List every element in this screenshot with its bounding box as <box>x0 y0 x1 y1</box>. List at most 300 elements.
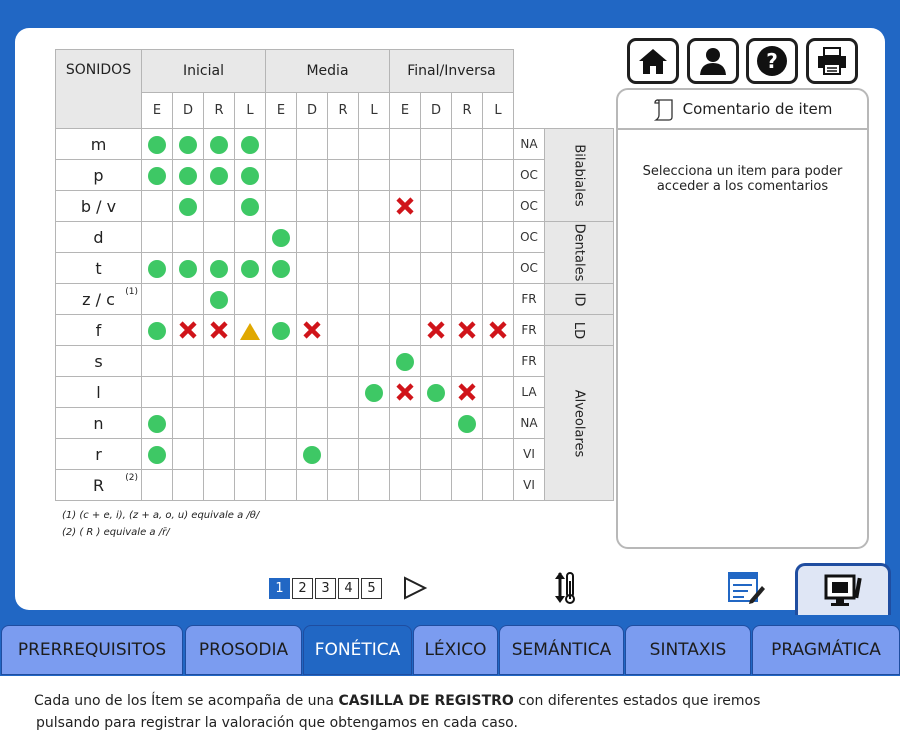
register-cell[interactable] <box>421 470 452 501</box>
register-cell[interactable] <box>297 315 328 346</box>
subcolumn-header: E <box>390 92 421 128</box>
section-tabs <box>0 625 900 676</box>
subcolumn-header: R <box>452 92 483 128</box>
sound-label <box>56 160 142 191</box>
user-button[interactable] <box>687 38 739 84</box>
help-button[interactable] <box>746 38 798 84</box>
register-cell[interactable] <box>173 284 204 315</box>
subcolumn-header: E <box>142 92 173 128</box>
register-cell[interactable] <box>390 408 421 439</box>
sound-text: m <box>90 134 107 154</box>
correct-dot-icon <box>241 260 259 278</box>
register-cell[interactable] <box>328 408 359 439</box>
correct-dot-icon <box>179 260 197 278</box>
sound-label <box>56 284 142 315</box>
correct-dot-icon <box>303 446 321 464</box>
register-cell[interactable] <box>173 439 204 470</box>
comment-placeholder: Selecciona un item para poder acceder a los comentarios <box>642 164 843 194</box>
footnote-2: (2) ( R ) equivale a /r̄/ <box>62 527 170 538</box>
register-cell[interactable] <box>173 253 204 284</box>
register-cell[interactable] <box>173 160 204 191</box>
register-cell[interactable] <box>235 222 266 253</box>
grid-row <box>56 470 614 501</box>
register-cell[interactable] <box>483 470 514 501</box>
articulation-place-label: LD <box>571 321 587 339</box>
register-cell[interactable] <box>297 284 328 315</box>
comment-panel <box>616 88 869 549</box>
svg-text:?: ? <box>766 49 778 73</box>
register-cell[interactable] <box>390 284 421 315</box>
monitor-icon <box>823 574 863 608</box>
correct-dot-icon <box>148 415 166 433</box>
register-cell[interactable] <box>173 315 204 346</box>
sound-text: R <box>92 475 105 495</box>
register-cell[interactable] <box>483 346 514 377</box>
grid-row <box>56 377 614 408</box>
correct-dot-icon <box>148 446 166 464</box>
articulation-mode: OC <box>514 160 545 191</box>
error-x-icon <box>457 382 477 402</box>
correct-dot-icon <box>241 136 259 154</box>
articulation-place-label: Dentales <box>571 223 587 282</box>
register-cell[interactable] <box>359 346 390 377</box>
tab-lexico[interactable]: LÉXICO <box>413 625 498 675</box>
correct-dot-icon <box>210 260 228 278</box>
print-icon <box>816 46 848 76</box>
register-cell[interactable] <box>235 253 266 284</box>
register-cell[interactable] <box>452 253 483 284</box>
register-cell[interactable] <box>390 222 421 253</box>
warning-triangle-icon <box>240 323 260 340</box>
tab-prosodia[interactable]: PROSODIA <box>185 625 302 675</box>
register-cell[interactable] <box>452 377 483 408</box>
tab-sintaxis[interactable]: SINTAXIS <box>625 625 751 675</box>
register-cell[interactable] <box>142 408 173 439</box>
register-cell[interactable] <box>359 470 390 501</box>
register-cell[interactable] <box>452 222 483 253</box>
register-cell[interactable] <box>173 470 204 501</box>
sound-label <box>56 222 142 253</box>
articulation-mode: OC <box>514 222 545 253</box>
correct-dot-icon <box>210 136 228 154</box>
register-cell[interactable] <box>173 346 204 377</box>
register-cell[interactable] <box>297 408 328 439</box>
register-cell[interactable] <box>328 222 359 253</box>
tab-fonetica[interactable]: FONÉTICA <box>303 625 412 675</box>
register-cell[interactable] <box>390 253 421 284</box>
register-cell[interactable] <box>204 160 235 191</box>
register-cell[interactable] <box>483 191 514 222</box>
correct-dot-icon <box>148 322 166 340</box>
register-cell[interactable] <box>359 408 390 439</box>
register-cell[interactable] <box>452 191 483 222</box>
register-cell[interactable] <box>421 129 452 160</box>
register-cell[interactable] <box>266 253 297 284</box>
register-cell[interactable] <box>204 346 235 377</box>
correct-dot-icon <box>241 198 259 216</box>
next-page-icon[interactable] <box>402 576 428 600</box>
sound-footnote-ref: (1) <box>125 287 138 297</box>
register-cell[interactable] <box>204 377 235 408</box>
grid-row <box>56 160 614 191</box>
error-x-icon <box>302 320 322 340</box>
register-cell[interactable] <box>266 470 297 501</box>
articulation-place-label: Alveolares <box>571 389 587 457</box>
articulation-mode: NA <box>514 129 545 160</box>
register-cell[interactable] <box>235 284 266 315</box>
register-cell[interactable] <box>297 470 328 501</box>
register-cell[interactable] <box>204 470 235 501</box>
error-x-icon <box>488 320 508 340</box>
sound-label <box>56 346 142 377</box>
header-blank-cell <box>514 50 614 129</box>
register-cell[interactable] <box>452 129 483 160</box>
register-cell[interactable] <box>204 129 235 160</box>
sound-label <box>56 315 142 346</box>
scroll-icon <box>653 97 675 121</box>
correct-dot-icon <box>210 291 228 309</box>
register-cell[interactable] <box>483 439 514 470</box>
error-x-icon <box>426 320 446 340</box>
correct-dot-icon <box>427 384 445 402</box>
articulation-place <box>545 315 614 346</box>
correct-dot-icon <box>148 260 166 278</box>
sound-text: p <box>93 165 104 185</box>
register-cell[interactable] <box>359 222 390 253</box>
grid-row <box>56 439 614 470</box>
register-cell[interactable] <box>421 377 452 408</box>
register-cell[interactable] <box>483 377 514 408</box>
monitor-tab[interactable] <box>795 563 891 615</box>
grid-row <box>56 315 614 346</box>
grid-header-row <box>56 50 614 93</box>
register-cell[interactable] <box>173 129 204 160</box>
register-cell[interactable] <box>142 129 173 160</box>
sound-text: f <box>95 320 102 340</box>
page-1-button[interactable]: 1 <box>269 578 290 599</box>
sound-text: d <box>93 227 104 247</box>
home-icon <box>638 47 668 75</box>
sound-label <box>56 191 142 222</box>
register-cell[interactable] <box>390 377 421 408</box>
comment-title: Comentario de item <box>682 100 833 118</box>
register-cell[interactable] <box>452 408 483 439</box>
tab-pragmatica[interactable]: PRAGMÁTICA <box>752 625 900 675</box>
register-cell[interactable] <box>297 191 328 222</box>
register-cell[interactable] <box>421 315 452 346</box>
correct-dot-icon <box>365 384 383 402</box>
error-x-icon <box>457 320 477 340</box>
caption-part-2: con diferentes estados que iremos <box>513 693 761 709</box>
phonetics-grid <box>55 49 614 501</box>
comment-header <box>618 90 867 130</box>
page-4-button[interactable]: 4 <box>338 578 359 599</box>
caption <box>34 690 760 734</box>
sound-label <box>56 439 142 470</box>
subcolumn-header: D <box>297 92 328 128</box>
register-cell[interactable] <box>142 253 173 284</box>
sound-text: l <box>96 382 101 402</box>
grid-row <box>56 284 614 315</box>
articulation-mode: FR <box>514 284 545 315</box>
register-cell[interactable] <box>204 284 235 315</box>
home-button[interactable] <box>627 38 679 84</box>
sound-label <box>56 377 142 408</box>
register-cell[interactable] <box>297 346 328 377</box>
tab-prerrequisitos[interactable]: PRERREQUISITOS <box>1 625 183 675</box>
articulation-mode: VI <box>514 470 545 501</box>
grid-row <box>56 346 614 377</box>
page-3-button[interactable]: 3 <box>315 578 336 599</box>
register-cell[interactable] <box>266 160 297 191</box>
print-button[interactable] <box>806 38 858 84</box>
error-x-icon <box>209 320 229 340</box>
register-cell[interactable] <box>142 470 173 501</box>
register-cell[interactable] <box>204 253 235 284</box>
sound-label <box>56 129 142 160</box>
register-cell[interactable] <box>328 439 359 470</box>
tab-semantica[interactable]: SEMÁNTICA <box>499 625 624 675</box>
register-cell[interactable] <box>235 408 266 439</box>
error-x-icon <box>395 196 415 216</box>
subcolumn-header: E <box>266 92 297 128</box>
register-cell[interactable] <box>297 439 328 470</box>
error-x-icon <box>395 382 415 402</box>
correct-dot-icon <box>272 322 290 340</box>
register-cell[interactable] <box>204 408 235 439</box>
register-cell[interactable] <box>421 160 452 191</box>
grid-row <box>56 191 614 222</box>
correct-dot-icon <box>179 167 197 185</box>
register-cell[interactable] <box>452 439 483 470</box>
correct-dot-icon <box>210 167 228 185</box>
register-cell[interactable] <box>142 284 173 315</box>
articulation-mode: VI <box>514 439 545 470</box>
register-cell[interactable] <box>359 253 390 284</box>
articulation-mode: NA <box>514 408 545 439</box>
articulation-mode: FR <box>514 346 545 377</box>
register-cell[interactable] <box>328 377 359 408</box>
register-cell[interactable] <box>235 315 266 346</box>
grid-row <box>56 129 614 160</box>
page-5-button[interactable]: 5 <box>361 578 382 599</box>
register-cell[interactable] <box>421 439 452 470</box>
register-cell[interactable] <box>266 129 297 160</box>
register-cell[interactable] <box>328 315 359 346</box>
register-cell[interactable] <box>390 129 421 160</box>
error-x-icon <box>178 320 198 340</box>
register-cell[interactable] <box>328 129 359 160</box>
register-cell[interactable] <box>328 253 359 284</box>
register-cell[interactable] <box>297 253 328 284</box>
register-cell[interactable] <box>142 315 173 346</box>
position-header-1: Inicial <box>142 50 266 93</box>
register-cell[interactable] <box>359 129 390 160</box>
register-cell[interactable] <box>235 439 266 470</box>
correct-dot-icon <box>458 415 476 433</box>
register-cell[interactable] <box>328 191 359 222</box>
register-cell[interactable] <box>266 315 297 346</box>
register-cell[interactable] <box>359 191 390 222</box>
articulation-mode: OC <box>514 253 545 284</box>
pagination <box>269 576 428 600</box>
register-cell[interactable] <box>297 377 328 408</box>
register-cell[interactable] <box>266 222 297 253</box>
register-cell[interactable] <box>204 191 235 222</box>
register-cell[interactable] <box>421 253 452 284</box>
correct-dot-icon <box>396 353 414 371</box>
register-cell[interactable] <box>204 315 235 346</box>
position-header-2: Media <box>266 50 390 93</box>
subcolumn-header: D <box>173 92 204 128</box>
register-cell[interactable] <box>390 346 421 377</box>
register-cell[interactable] <box>173 408 204 439</box>
register-cell[interactable] <box>235 346 266 377</box>
subcolumn-header: R <box>328 92 359 128</box>
register-cell[interactable] <box>235 160 266 191</box>
register-cell[interactable] <box>421 346 452 377</box>
register-cell[interactable] <box>483 253 514 284</box>
articulation-place <box>545 284 614 315</box>
caption-line-1 <box>34 690 760 712</box>
correct-dot-icon <box>272 260 290 278</box>
sort-thermometer-icon[interactable] <box>554 571 578 605</box>
correct-dot-icon <box>179 198 197 216</box>
caption-line-2: pulsando para registrar la valoración que obtengamos en cada caso. <box>36 715 518 731</box>
register-cell[interactable] <box>390 470 421 501</box>
register-cell[interactable] <box>483 129 514 160</box>
register-cell[interactable] <box>359 160 390 191</box>
register-cell[interactable] <box>359 284 390 315</box>
register-cell[interactable] <box>235 129 266 160</box>
register-cell[interactable] <box>390 315 421 346</box>
register-cell[interactable] <box>266 346 297 377</box>
register-cell[interactable] <box>142 377 173 408</box>
register-cell[interactable] <box>266 439 297 470</box>
register-cell[interactable] <box>483 222 514 253</box>
register-cell[interactable] <box>328 160 359 191</box>
register-cell[interactable] <box>421 191 452 222</box>
register-cell[interactable] <box>359 377 390 408</box>
grid-row <box>56 253 614 284</box>
register-cell[interactable] <box>390 439 421 470</box>
subcolumn-header: L <box>483 92 514 128</box>
register-cell[interactable] <box>483 160 514 191</box>
caption-part-1: Cada uno de los Ítem se acompaña de una <box>34 693 339 709</box>
correct-dot-icon <box>148 167 166 185</box>
register-cell[interactable] <box>421 222 452 253</box>
articulation-place-label: Bilabiales <box>571 143 587 207</box>
register-cell[interactable] <box>483 315 514 346</box>
register-cell[interactable] <box>483 284 514 315</box>
register-cell[interactable] <box>483 408 514 439</box>
register-cell[interactable] <box>173 191 204 222</box>
user-icon <box>698 46 728 76</box>
edit-form-icon[interactable] <box>728 572 766 604</box>
help-icon <box>756 45 788 77</box>
register-cell[interactable] <box>235 191 266 222</box>
register-cell[interactable] <box>142 346 173 377</box>
page-2-button[interactable]: 2 <box>292 578 313 599</box>
sound-text: s <box>94 351 103 371</box>
articulation-place <box>545 129 614 222</box>
register-cell[interactable] <box>142 439 173 470</box>
correct-dot-icon <box>179 136 197 154</box>
register-cell[interactable] <box>452 315 483 346</box>
sound-text: n <box>93 413 104 433</box>
articulation-mode: LA <box>514 377 545 408</box>
register-cell[interactable] <box>266 191 297 222</box>
register-cell[interactable] <box>235 470 266 501</box>
register-cell[interactable] <box>297 222 328 253</box>
register-cell[interactable] <box>142 191 173 222</box>
register-cell[interactable] <box>204 439 235 470</box>
register-cell[interactable] <box>297 129 328 160</box>
register-cell[interactable] <box>359 439 390 470</box>
sound-footnote-ref: (2) <box>125 473 138 483</box>
register-cell[interactable] <box>421 408 452 439</box>
correct-dot-icon <box>272 229 290 247</box>
subcolumn-header: L <box>359 92 390 128</box>
register-cell[interactable] <box>297 160 328 191</box>
sound-text: z / c <box>82 289 115 309</box>
articulation-mode: FR <box>514 315 545 346</box>
register-cell[interactable] <box>266 408 297 439</box>
articulation-place-label: ID <box>571 292 587 306</box>
subcolumn-header: L <box>235 92 266 128</box>
register-cell[interactable] <box>266 284 297 315</box>
articulation-place <box>545 346 614 501</box>
position-header-3: Final/Inversa <box>390 50 514 93</box>
sound-text: b / v <box>80 196 117 216</box>
register-cell[interactable] <box>142 160 173 191</box>
register-cell[interactable] <box>452 160 483 191</box>
grid-row <box>56 408 614 439</box>
register-cell[interactable] <box>328 284 359 315</box>
correct-dot-icon <box>148 136 166 154</box>
sound-label <box>56 470 142 501</box>
register-cell[interactable] <box>421 284 452 315</box>
footnote-1: (1) (c + e, i), (z + a, o, u) equivale a /θ/ <box>62 510 260 521</box>
register-cell[interactable] <box>390 191 421 222</box>
grid-row <box>56 222 614 253</box>
sound-label <box>56 253 142 284</box>
correct-dot-icon <box>241 167 259 185</box>
register-cell[interactable] <box>266 377 297 408</box>
articulation-mode: OC <box>514 191 545 222</box>
register-cell[interactable] <box>359 315 390 346</box>
register-cell[interactable] <box>390 160 421 191</box>
register-cell[interactable] <box>173 222 204 253</box>
subcolumn-header: R <box>204 92 235 128</box>
register-cell[interactable] <box>204 222 235 253</box>
register-cell[interactable] <box>452 284 483 315</box>
register-cell[interactable] <box>328 470 359 501</box>
sonidos-header: SONIDOS <box>56 50 142 129</box>
register-cell[interactable] <box>173 377 204 408</box>
register-cell[interactable] <box>142 222 173 253</box>
articulation-place <box>545 222 614 284</box>
register-cell[interactable] <box>328 346 359 377</box>
sound-label <box>56 408 142 439</box>
register-cell[interactable] <box>235 377 266 408</box>
register-cell[interactable] <box>452 470 483 501</box>
register-cell[interactable] <box>452 346 483 377</box>
sound-text: t <box>95 258 102 278</box>
subcolumn-header: D <box>421 92 452 128</box>
sound-text: r <box>95 444 102 464</box>
caption-bold: CASILLA DE REGISTRO <box>338 693 514 709</box>
